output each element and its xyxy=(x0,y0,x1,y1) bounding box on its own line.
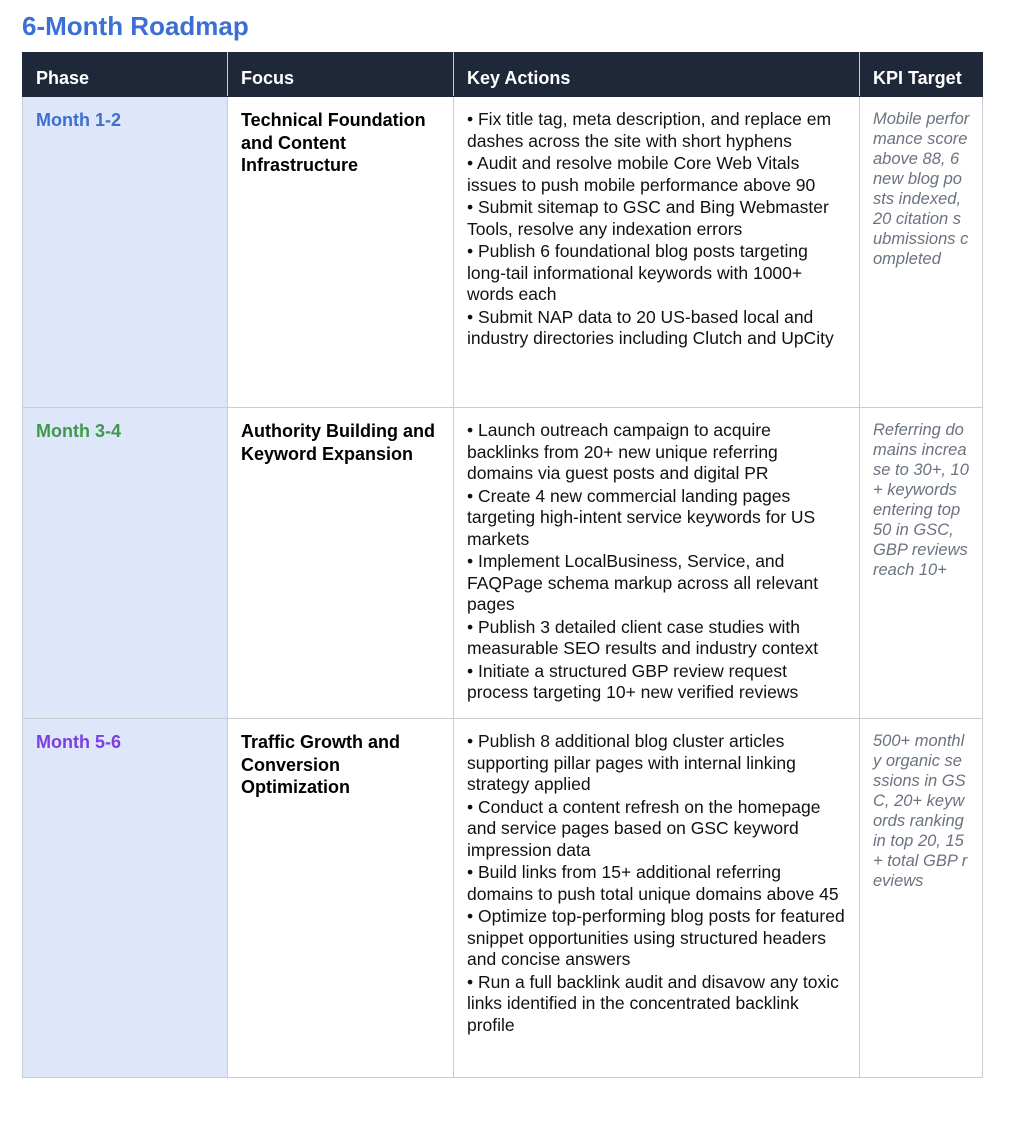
action-item: • Audit and resolve mobile Core Web Vitals issues to push mobile performance above 90 xyxy=(467,153,816,195)
header-kpi-target: KPI Target xyxy=(860,53,983,97)
kpi-target-cell: Referring domains increase to 30+, 10+ keywords entering top 50 in GSC, GBP reviews reach 10+ xyxy=(860,408,983,719)
header-key-actions: Key Actions xyxy=(454,53,860,97)
phase-cell: Month 3-4 xyxy=(23,408,228,719)
action-item: • Optimize top-performing blog posts for featured snippet opportunities using structured headers and concise answers xyxy=(467,906,845,969)
phase-cell: Month 5-6 xyxy=(23,719,228,1078)
page-title: 6-Month Roadmap xyxy=(22,11,249,41)
key-actions-cell xyxy=(454,408,860,719)
action-item: • Conduct a content refresh on the homepage and service pages based on GSC keyword impression data xyxy=(467,796,821,860)
focus-cell: Traffic Growth and Conversion Optimization xyxy=(228,719,454,1078)
action-item: • Create 4 new commercial landing pages targeting high-intent service keywords for US markets xyxy=(467,485,816,549)
table-row xyxy=(23,408,983,719)
action-item: • Publish 8 additional blog cluster articles supporting pillar pages with internal linking strategy applied xyxy=(467,731,796,794)
table-header-row xyxy=(23,53,983,97)
kpi-target-cell: Mobile performance score above 88, 6 new blog posts indexed, 20 citation submissions completed xyxy=(860,97,983,408)
kpi-target-cell: 500+ monthly organic sessions in GSC, 20+ keywords ranking in top 20, 15+ total GBP reviews xyxy=(860,719,983,1078)
action-item: • Publish 6 foundational blog posts targeting long-tail informational keywords with 1000+ words each xyxy=(467,241,808,304)
key-actions-cell xyxy=(454,97,860,408)
focus-cell: Technical Foundation and Content Infrastructure xyxy=(228,97,454,408)
action-item: • Submit sitemap to GSC and Bing Webmaster Tools, resolve any indexation errors xyxy=(467,197,829,239)
action-item: • Implement LocalBusiness, Service, and FAQPage schema markup across all relevant pages xyxy=(467,551,819,614)
table-row xyxy=(23,719,983,1078)
action-item: • Build links from 15+ additional referring domains to push total unique domains above 45 xyxy=(467,862,839,904)
action-item: • Initiate a structured GBP review request process targeting 10+ new verified reviews xyxy=(467,660,799,702)
action-item: • Submit NAP data to 20 US-based local and industry directories including Clutch and UpCity xyxy=(467,306,834,348)
key-actions-cell xyxy=(454,719,860,1078)
header-focus: Focus xyxy=(228,53,454,97)
focus-cell: Authority Building and Keyword Expansion xyxy=(228,408,454,719)
action-item: • Run a full backlink audit and disavow any toxic links identified in the concentrated backlink profile xyxy=(467,971,839,1035)
action-item: • Launch outreach campaign to acquire backlinks from 20+ new unique referring domains via guest posts and digital PR xyxy=(467,420,778,483)
roadmap-table xyxy=(22,52,983,1078)
action-item: • Fix title tag, meta description, and replace em dashes across the site with short hyphens xyxy=(467,109,832,151)
action-item: • Publish 3 detailed client case studies with measurable SEO results and industry context xyxy=(467,616,819,658)
header-phase: Phase xyxy=(23,53,228,97)
table-row xyxy=(23,97,983,408)
phase-cell: Month 1-2 xyxy=(23,97,228,408)
